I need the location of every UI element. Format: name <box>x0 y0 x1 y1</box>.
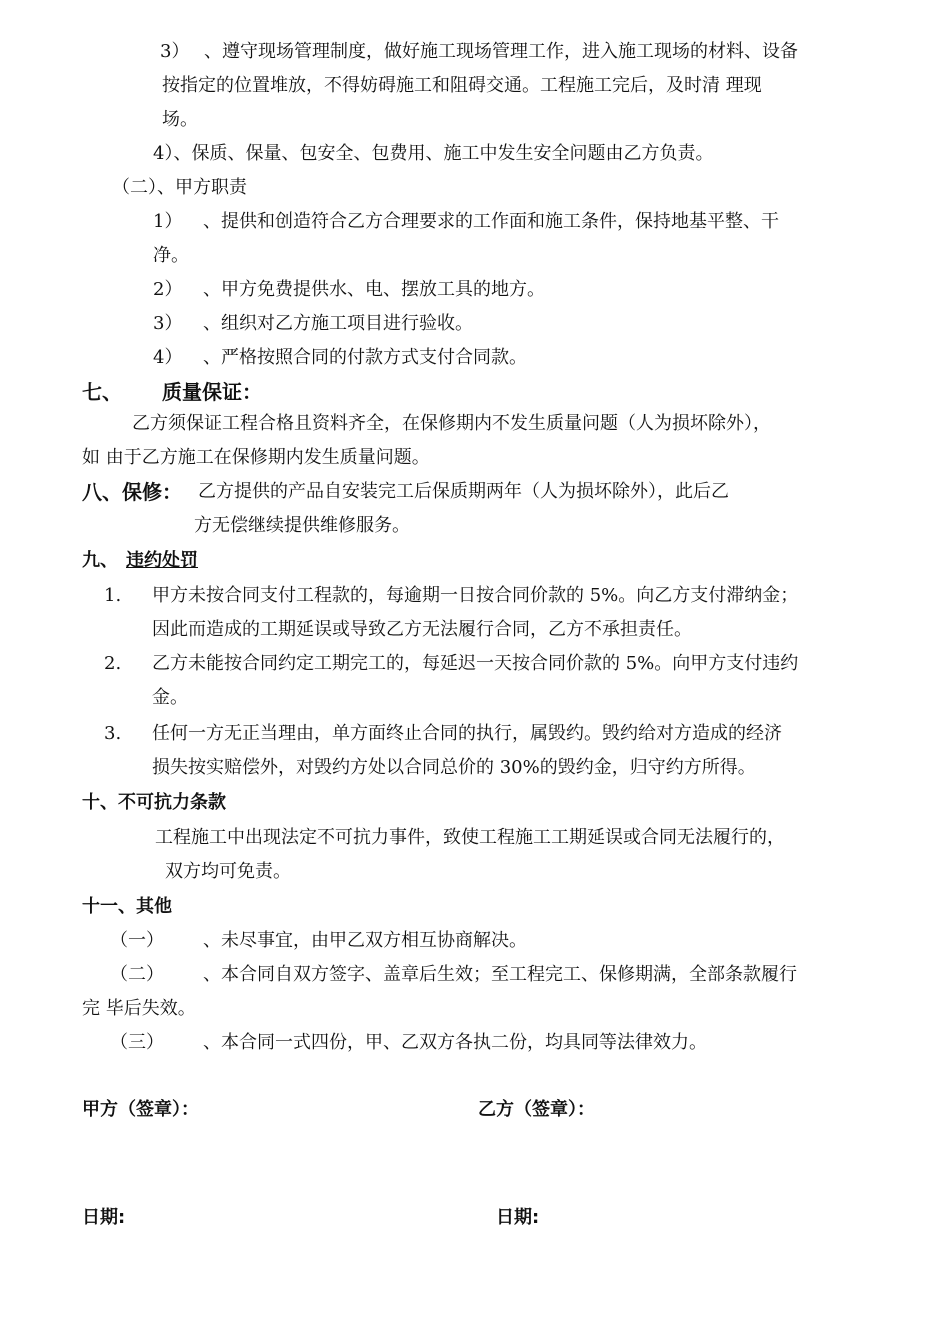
resp-a-item1-cont: 净。 <box>153 245 189 266</box>
resp-a-item1-num: 1） <box>153 211 183 232</box>
resp-b-item4: 4）、保质、保量、包安全、包费用、施工中发生安全问题由乙方负责。 <box>153 143 714 164</box>
sec8-line2: 方无偿继续提供维修服务。 <box>194 515 410 536</box>
sec9-item2-line1: 乙方未能按合同约定工期完工的，每延迟一天按合同价款的 5%。向甲方支付违约 <box>152 653 799 674</box>
resp-a-item2-text: 、甲方免费提供水、电、摆放工具的地方。 <box>203 279 545 300</box>
sec7-line2: 如 由于乙方施工在保修期内发生质量问题。 <box>82 447 430 468</box>
sec7-line1: 乙方须保证工程合格且资料齐全，在保修期内不发生质量问题（人为损坏除外）， <box>132 413 771 434</box>
sec10-line2: 双方均可免责。 <box>165 861 291 882</box>
sec11-item1-num: （一） <box>110 930 164 951</box>
sec10-line1: 工程施工中出现法定不可抗力事件，致使工程施工工期延误或合同无法履行的， <box>155 827 785 848</box>
sec9-item1-line2: 因此而造成的工期延误或导致乙方无法履行合同，乙方不承担责任。 <box>152 619 692 640</box>
sec8-title: 八、保修： <box>82 480 182 504</box>
resp-a-item3-text: 、组织对乙方施工项目进行验收。 <box>203 313 473 334</box>
party-b-signature-label: 乙方（签章）： <box>478 1099 595 1120</box>
party-a-date-label: 日期: <box>82 1207 126 1228</box>
resp-b-item3-line3: 场。 <box>162 109 198 130</box>
sec9-item3-num: 3. <box>104 723 122 744</box>
resp-a-heading: （二）、甲方职责 <box>112 177 247 198</box>
sec9-item3-line2: 损失按实赔偿外，对毁约方处以合同总价的 30%的毁约金，归守约方所得。 <box>152 757 756 778</box>
sec9-item2-line2: 金。 <box>152 687 188 708</box>
resp-b-item3-line2: 按指定的位置堆放，不得妨碍施工和阻碍交通。工程施工完后，及时清 理现 <box>162 75 762 96</box>
resp-a-item4-num: 4） <box>153 347 183 368</box>
resp-b-item3-line1: 、遵守现场管理制度，做好施工现场管理工作，进入施工现场的材料、设备 <box>204 41 798 62</box>
sec9-item2-num: 2. <box>104 653 122 674</box>
sec11-title: 十一、其他 <box>82 896 172 917</box>
sec9-title: 违约处罚 <box>126 550 198 571</box>
sec9-item1-line1: 甲方未按合同支付工程款的，每逾期一日按合同价款的 5%。向乙方支付滞纳金； <box>152 585 799 606</box>
sec8-line1: 乙方提供的产品自安装完工后保质期两年（人为损坏除外），此后乙 <box>198 481 729 502</box>
sec7-title: 质量保证： <box>162 380 262 404</box>
sec9-item1-num: 1. <box>104 585 122 606</box>
sec7-number: 七、 <box>82 380 122 404</box>
sec11-item2-text: 、本合同自双方签字、盖章后生效；至工程完工、保修期满，全部条款履行 <box>203 964 797 985</box>
sec9-item3-line1: 任何一方无正当理由，单方面终止合同的执行，属毁约。毁约给对方造成的经济 <box>152 723 782 744</box>
sec11-item2-num: （二） <box>110 964 164 985</box>
resp-a-item1-text: 、提供和创造符合乙方合理要求的工作面和施工条件，保持地基平整、干 <box>203 211 779 232</box>
resp-a-item3-num: 3） <box>153 313 183 334</box>
sec11-item3-text: 、本合同一式四份，甲、乙双方各执二份，均具同等法律效力。 <box>203 1032 707 1053</box>
resp-a-item2-num: 2） <box>153 279 183 300</box>
resp-a-item4-text: 、严格按照合同的付款方式支付合同款。 <box>203 347 527 368</box>
party-b-date-label: 日期: <box>496 1207 540 1228</box>
sec10-title: 十、不可抗力条款 <box>82 792 226 813</box>
party-a-signature-label: 甲方（签章）： <box>82 1099 199 1120</box>
resp-b-item3-num: 3） <box>160 41 190 62</box>
sec11-item2-cont: 完 毕后失效。 <box>82 998 196 1019</box>
sec11-item3-num: （三） <box>110 1032 164 1053</box>
sec11-item1-text: 、未尽事宜，由甲乙双方相互协商解决。 <box>203 930 527 951</box>
sec9-number: 九、 <box>82 550 118 571</box>
